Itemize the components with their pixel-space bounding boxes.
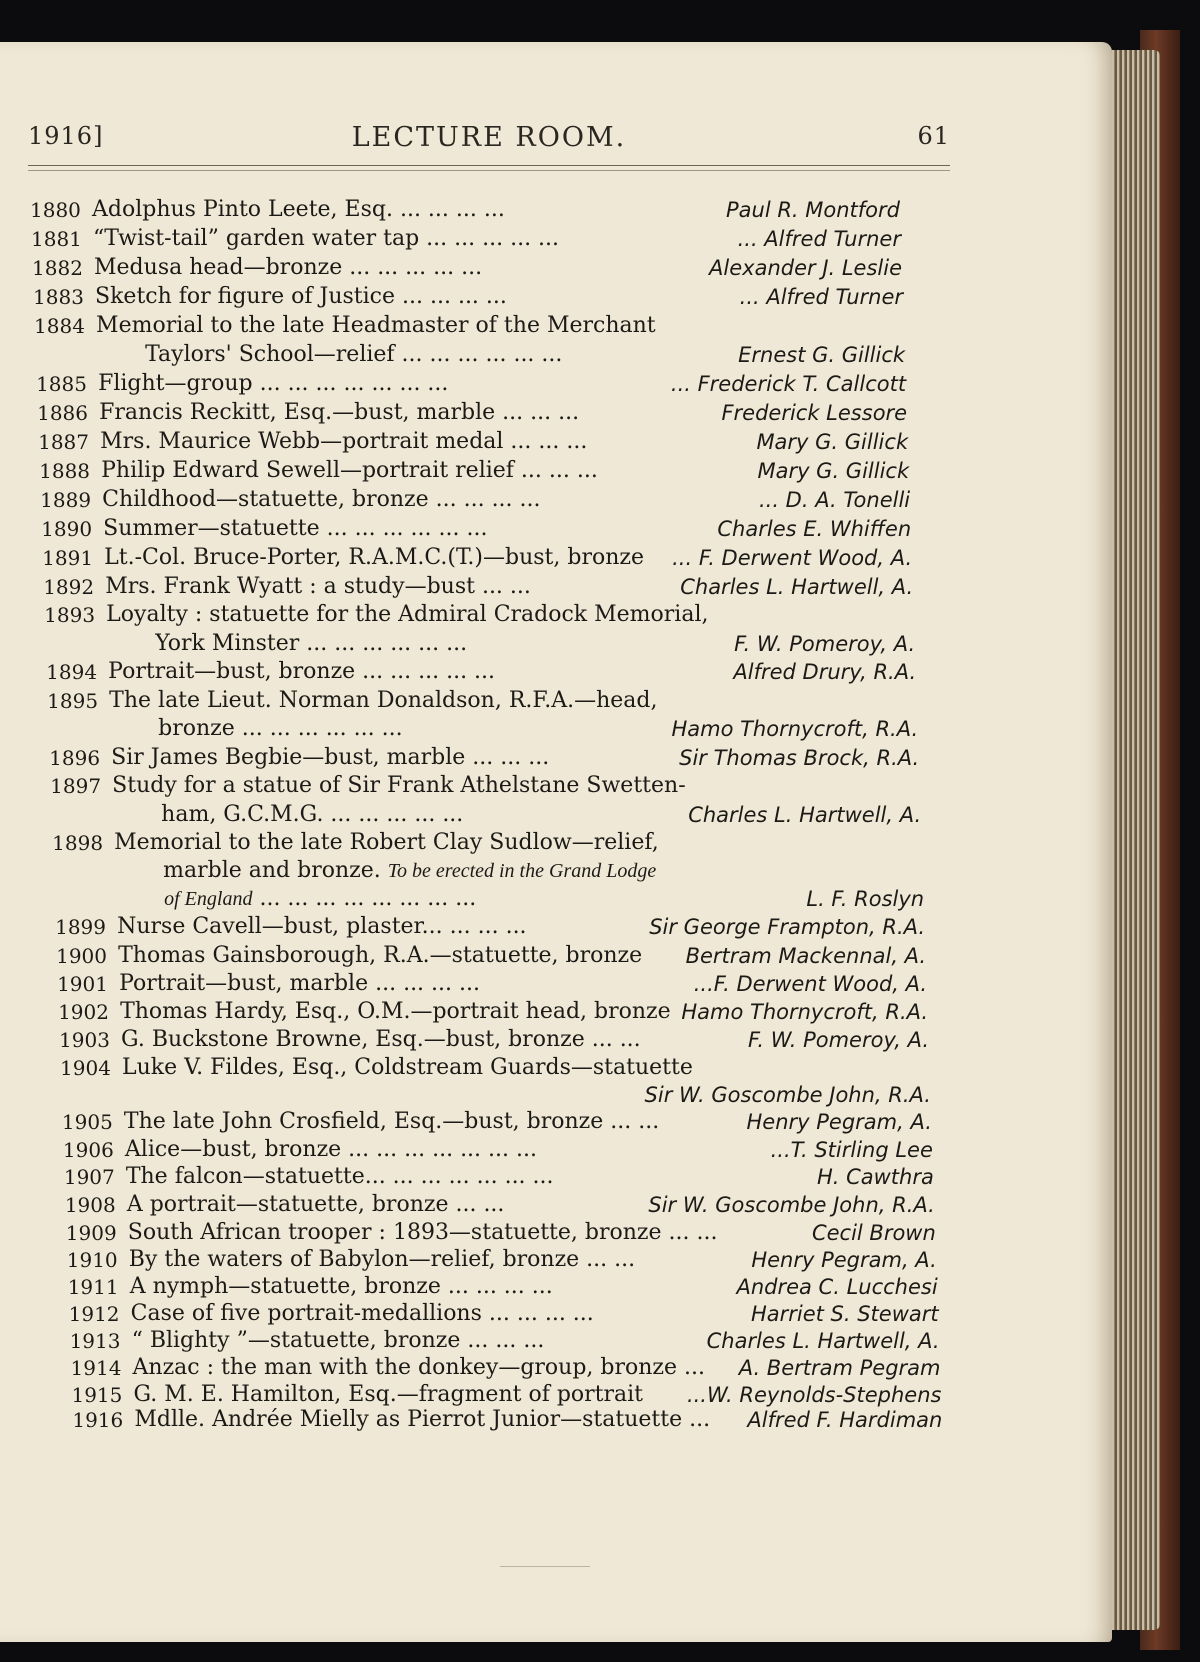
entry-year: 1900 — [56, 944, 108, 968]
page-title: LECTURE ROOM. — [351, 122, 627, 153]
entry-artist: Charles L. Hartwell, A. — [706, 1329, 940, 1353]
entry-artist: Sir George Frampton, R.A. — [649, 915, 926, 939]
entry-artist: ... Alfred Turner — [739, 285, 904, 309]
entry-artist: Hamo Thornycroft, R.A. — [681, 1000, 929, 1024]
entry-row — [37, 398, 907, 428]
entry-row — [34, 311, 904, 341]
entry-row — [58, 997, 928, 1027]
entry-description — [145, 340, 562, 370]
entry-description — [108, 657, 495, 687]
entry-year: 1897 — [50, 774, 102, 798]
entry-row — [32, 253, 902, 283]
entry-artist: Sir Thomas Brock, R.A. — [679, 746, 920, 770]
entry-description — [96, 311, 656, 341]
entry-artist: Andrea C. Lucchesi — [736, 1275, 938, 1299]
entry-year: 1883 — [33, 285, 84, 309]
entry-description-text: “Twist-tail” garden water tap ... ... ... ... ... — [93, 226, 560, 251]
entry-row — [39, 456, 909, 486]
entry-year: 1896 — [49, 746, 101, 770]
entry-description-text: bronze ... ... ... ... ... ... — [158, 716, 403, 741]
entry-description — [111, 743, 549, 773]
entry-year: 1894 — [46, 660, 98, 684]
entry-description-text: By the waters of Babylon—relief, bronze ... ... — [128, 1247, 636, 1272]
entry-row — [63, 1135, 933, 1165]
entry-artist: L. F. Roslyn — [806, 887, 925, 911]
entry-row — [38, 427, 908, 457]
entry-note: To be erected in the Grand Lodge — [387, 860, 657, 882]
entry-description-text: Luke V. Fildes, Esq., Coldstream Guards—statuette — [122, 1055, 693, 1080]
entry-row — [69, 1299, 939, 1329]
entry-description-text: Anzac : the man with the donkey—group, bronze ... — [132, 1355, 706, 1380]
entry-description — [126, 1162, 554, 1192]
entry-row — [59, 1025, 929, 1055]
entry-year: 1889 — [40, 488, 92, 512]
header-year: 1916] — [28, 122, 104, 150]
entry-note: of England — [164, 888, 253, 910]
entry-year: 1916 — [72, 1408, 124, 1432]
entry-year: 1887 — [38, 430, 90, 454]
entry-description-text: Medusa head—bronze ... ... ... ... ... — [94, 255, 483, 280]
entry-description-text: A nymph—statuette, bronze ... ... ... ... — [129, 1274, 553, 1299]
entry-description-text: ham, G.C.M.G. ... ... ... ... ... — [161, 802, 464, 827]
entry-description-text: South African trooper : 1893—statuette, bronze ... ... — [127, 1220, 718, 1245]
entry-row — [33, 282, 903, 312]
entry-description-text: Sir James Begbie—bust, marble ... ... ... — [111, 745, 550, 770]
entry-artist: A. Bertram Pegram — [738, 1356, 941, 1380]
entry-description-text: Loyalty : statuette for the Admiral Cradock Memorial, — [106, 602, 709, 627]
entry-description-text: Lt.-Col. Bruce-Porter, R.A.M.C.(T.)—bust, bronze — [104, 545, 644, 570]
entry-artist: Alfred Drury, R.A. — [733, 660, 917, 684]
entry-year: 1888 — [39, 459, 91, 483]
entry-description-text: G. Buckstone Browne, Esq.—bust, bronze ... ... — [121, 1027, 641, 1052]
entry-artist: ...T. Stirling Lee — [770, 1138, 933, 1162]
entry-row — [46, 657, 916, 687]
entry-row — [56, 941, 926, 971]
entry-description-text: G. M. E. Hamilton, Esq.—fragment of portrait — [133, 1382, 644, 1407]
entry-year: 1906 — [62, 1138, 114, 1162]
entry-description-text: Adolphus Pinto Leete, Esq. ... ... ... ... — [92, 197, 505, 222]
entry-description — [117, 912, 526, 942]
entry-year: 1890 — [41, 517, 93, 541]
entry-description — [95, 282, 507, 312]
entry-row — [55, 912, 925, 942]
entry-year: 1910 — [66, 1248, 118, 1272]
entry-description-text: The falcon—statuette... ... ... ... ... ... ... — [125, 1164, 554, 1189]
entry-description-text: marble and bronze. — [163, 858, 381, 883]
entry-artist: Ernest G. Gillick — [738, 343, 906, 367]
entry-description — [103, 514, 487, 544]
entry-row — [66, 1218, 936, 1248]
entry-artist: Sir W. Goscombe John, R.A. — [644, 1083, 931, 1107]
entry-artist: Charles E. Whiffen — [717, 517, 912, 541]
entry-description-text: ... ... ... ... ... ... ... ... — [259, 886, 477, 911]
entry-description-text: Thomas Gainsborough, R.A.—statuette, bronze — [118, 943, 643, 968]
entry-description-text: Study for a statue of Sir Frank Athelstane Swetten- — [112, 773, 686, 798]
entry-year: 1911 — [67, 1275, 119, 1299]
entry-year: 1903 — [59, 1028, 110, 1052]
entry-artist: Mary G. Gillick — [757, 459, 910, 483]
entry-description — [104, 543, 644, 573]
entry-row — [35, 340, 905, 370]
entry-artist: Charles L. Hartwell, A. — [680, 575, 914, 599]
entry-row — [45, 629, 915, 659]
entry-description-text: Sketch for figure of Justice ... ... ... ... — [95, 284, 507, 309]
entry-description-text: The late Lieut. Norman Donaldson, R.F.A.—head, — [109, 688, 658, 713]
entry-row — [43, 572, 913, 602]
entry-row — [31, 224, 901, 254]
entry-description-text: Nurse Cavell—bust, plaster... ... ... ... — [117, 914, 527, 939]
entry-artist: F. W. Pomeroy, A. — [747, 1028, 930, 1052]
entry-artist: ... D. A. Tonelli — [758, 488, 911, 512]
entry-year: 1915 — [71, 1383, 123, 1407]
entry-artist: ... F. Derwent Wood, A. — [672, 546, 913, 570]
entry-row — [71, 1353, 941, 1383]
entry-description — [119, 969, 480, 999]
entry-artist: Alexander J. Leslie — [709, 256, 903, 280]
entry-description — [109, 686, 657, 716]
entry-artist: Henry Pegram, A. — [751, 1248, 937, 1272]
entry-description — [132, 1326, 545, 1356]
entry-year: 1886 — [37, 401, 88, 425]
entry-description-text: Portrait—bust, marble ... ... ... ... — [119, 971, 480, 996]
entry-description-text: Childhood—statuette, bronze ... ... ... ... — [102, 487, 541, 512]
entry-description — [163, 856, 656, 886]
entry-artist: Hamo Thornycroft, R.A. — [671, 717, 919, 741]
entry-artist: Mary G. Gillick — [756, 430, 909, 454]
entry-row — [54, 884, 924, 914]
entry-artist: F. W. Pomeroy, A. — [734, 632, 916, 656]
entry-year: 1907 — [63, 1165, 115, 1189]
entry-artist: Henry Pegram, A. — [746, 1110, 932, 1134]
entry-row — [42, 543, 912, 573]
entry-artist: Sir W. Goscombe John, R.A. — [648, 1193, 935, 1217]
entry-row — [44, 600, 914, 630]
entry-artist: ... Frederick T. Callcott — [670, 372, 907, 396]
entry-year: 1904 — [60, 1056, 111, 1080]
entry-row — [40, 485, 910, 515]
entry-description-text: “ Blighty ”—statuette, bronze ... ... ... — [131, 1328, 545, 1353]
entry-description-text: Mrs. Frank Wyatt : a study—bust ... ... — [105, 574, 531, 599]
entry-row — [57, 969, 927, 999]
entry-year: 1882 — [32, 256, 83, 280]
entry-row — [70, 1326, 940, 1356]
entry-description-text: Mrs. Maurice Webb—portrait medal ... ... ... — [100, 429, 588, 454]
entry-year: 1880 — [30, 198, 81, 222]
entry-artist: Bertram Mackennal, A. — [685, 944, 927, 968]
entry-year: 1909 — [65, 1221, 117, 1245]
entry-description-text: Taylors' School—relief ... ... ... ... ... ... — [145, 342, 563, 367]
entry-row — [41, 514, 911, 544]
entry-description — [127, 1190, 505, 1220]
entry-description-text: A portrait—statuette, bronze ... ... — [126, 1192, 505, 1217]
entry-description-text: Alice—bust, bronze ... ... ... ... ... ... ... — [124, 1137, 537, 1162]
entry-row — [51, 800, 921, 830]
entry-year: 1891 — [42, 546, 94, 570]
entry-row — [65, 1190, 935, 1220]
page-edges — [1105, 50, 1160, 1630]
entry-description-text: Mdlle. Andrée Mielly as Pierrot Junior—statuette ... — [134, 1407, 711, 1432]
entry-description-text: Memorial to the late Robert Clay Sudlow—relief, — [114, 830, 659, 855]
entry-description — [134, 1405, 710, 1435]
entry-description — [161, 800, 463, 830]
entry-description-text: The late John Crosfield, Esq.—bust, bronze ... ... — [123, 1109, 660, 1134]
entry-row — [60, 1053, 930, 1083]
entry-description-text: Flight—group ... ... ... ... ... ... ... — [98, 371, 449, 396]
entry-description-text: Portrait—bust, bronze ... ... ... ... ... — [108, 659, 496, 684]
entry-year: 1898 — [52, 831, 104, 855]
entry-artist: ...W. Reynolds-Stephens — [686, 1383, 942, 1407]
entry-description — [128, 1218, 718, 1248]
entry-artist: Cecil Brown — [811, 1221, 936, 1245]
entry-artist: Harriet S. Stewart — [750, 1302, 939, 1326]
entry-row — [61, 1080, 931, 1110]
entry-description-text: Memorial to the late Headmaster of the Merchant — [96, 313, 656, 338]
entry-row — [53, 856, 923, 886]
entry-description-text: Philip Edward Sewell—portrait relief ... ... ... — [101, 458, 598, 483]
entry-artist: H. Cawthra — [816, 1165, 934, 1189]
page-number: 61 — [917, 122, 950, 150]
entry-artist: Charles L. Hartwell, A. — [688, 803, 922, 827]
entry-year: 1908 — [64, 1193, 116, 1217]
entry-description — [121, 1025, 641, 1055]
entry-year: 1901 — [57, 972, 108, 996]
entry-description-text: York Minster ... ... ... ... ... ... — [155, 631, 468, 656]
entry-artist: Paul R. Montford — [725, 198, 900, 222]
entry-description-text: Francis Reckitt, Esq.—bust, marble ... ... ... — [99, 400, 580, 425]
entry-row — [64, 1162, 934, 1192]
entry-description — [99, 398, 579, 428]
entry-description-text: Case of five portrait-medallions ... ... ... ... — [130, 1301, 594, 1326]
entry-row — [52, 828, 922, 858]
entry-row — [36, 369, 906, 399]
entry-year: 1902 — [58, 1000, 109, 1024]
entry-year: 1899 — [55, 915, 106, 939]
entry-description — [102, 485, 540, 515]
entry-row — [48, 714, 918, 744]
entry-description — [100, 427, 587, 457]
footer-mark — [500, 1566, 590, 1567]
entry-row — [47, 686, 917, 716]
entry-description — [130, 1272, 553, 1302]
entry-description — [158, 714, 402, 744]
entry-description — [124, 1107, 659, 1137]
entry-year: 1905 — [61, 1110, 113, 1134]
entry-year: 1884 — [34, 314, 85, 338]
entry-description — [101, 456, 598, 486]
entry-description — [122, 1053, 693, 1083]
entry-row — [68, 1272, 938, 1302]
entry-description — [98, 369, 448, 399]
entry-row — [62, 1107, 932, 1137]
entry-description-text: Thomas Hardy, Esq., O.M.—portrait head, bronze — [120, 999, 671, 1024]
entry-description — [131, 1299, 594, 1329]
entry-year: 1893 — [44, 603, 96, 627]
entry-year: 1885 — [36, 372, 87, 396]
entry-description — [105, 572, 531, 602]
entry-year: 1912 — [68, 1302, 120, 1326]
entry-year: 1892 — [43, 575, 95, 599]
entry-description — [155, 629, 467, 659]
entry-description — [133, 1353, 706, 1383]
entry-year: 1913 — [69, 1329, 121, 1353]
entry-artist: Frederick Lessore — [721, 401, 908, 425]
entry-year: 1895 — [47, 689, 99, 713]
entry-description — [112, 771, 685, 801]
entry-description — [120, 997, 671, 1027]
entry-artist: Alfred F. Hardiman — [747, 1408, 943, 1432]
entry-description — [92, 195, 505, 225]
entry-year: 1914 — [70, 1356, 122, 1380]
entry-description — [118, 941, 642, 971]
entry-row — [67, 1245, 937, 1275]
entry-description — [129, 1245, 635, 1275]
entry-row — [30, 195, 900, 225]
entry-artist: ... Alfred Turner — [737, 227, 901, 251]
entry-description — [94, 253, 482, 283]
entry-description — [93, 224, 559, 254]
entry-description — [164, 884, 476, 914]
entry-year: 1881 — [31, 227, 82, 251]
entry-row — [72, 1405, 942, 1435]
entry-row — [49, 743, 919, 773]
entry-artist: ...F. Derwent Wood, A. — [693, 972, 928, 996]
entry-description — [125, 1135, 537, 1165]
entry-description-text: Summer—statuette ... ... ... ... ... ... — [103, 516, 488, 541]
entry-description — [114, 828, 659, 858]
entry-row — [50, 771, 920, 801]
entry-description — [106, 600, 708, 630]
